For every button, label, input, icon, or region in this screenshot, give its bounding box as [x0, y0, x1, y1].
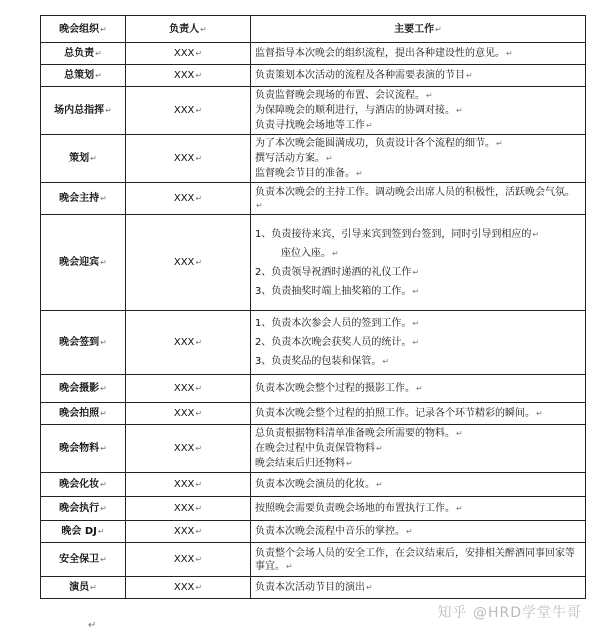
- table-row: [41, 543, 586, 577]
- header-duty: 主要工作↵: [251, 16, 586, 43]
- duty-line: 晚会结束后归还物料↵: [255, 458, 353, 469]
- duty-cell: [251, 543, 586, 577]
- duty-line: 负责策划本次活动的流程及各种需要表演的节目↵: [255, 70, 473, 81]
- duty-cell: [251, 521, 586, 543]
- duty-line: 为保障晚会的顺利进行，与酒店的协调对接。↵: [255, 105, 463, 116]
- duty-line: 负责本次晚会的主持工作。调动晚会出席人员的积极性，活跃晚会气氛。↵: [255, 186, 575, 210]
- duty-line: 撰写活动方案。↵: [255, 153, 333, 164]
- responsible-cell: XXX↵: [126, 65, 251, 87]
- table-row: [41, 497, 586, 521]
- role-cell: 策划↵: [41, 135, 126, 183]
- responsible-cell: XXX↵: [126, 183, 251, 215]
- table-row: [41, 473, 586, 497]
- duty-line: 负责监督晚会现场的布置、会议流程。↵: [255, 90, 433, 101]
- header-row: [41, 16, 586, 43]
- responsible-cell: XXX↵: [126, 375, 251, 403]
- duty-line: 1、负责本次参会人员的签到工作。↵: [255, 318, 420, 329]
- duty-cell: [251, 311, 586, 375]
- table-row: [41, 87, 586, 135]
- responsible-cell: XXX↵: [126, 521, 251, 543]
- duty-cell: [251, 87, 586, 135]
- responsible-cell: XXX↵: [126, 473, 251, 497]
- duty-line: 监督指导本次晚会的组织流程，提出各种建设性的意见。↵: [255, 48, 513, 59]
- duty-cell: [251, 183, 586, 215]
- duty-line: 负责本次晚会演员的化妆。↵: [255, 479, 383, 490]
- duty-line: 负责本次晚会流程中音乐的掌控。↵: [255, 526, 413, 537]
- role-cell: 演员↵: [41, 577, 126, 599]
- watermark: 知乎 @HRD学堂牛哥: [437, 605, 582, 621]
- responsible-cell: XXX↵: [126, 87, 251, 135]
- duty-line: 负责寻找晚会场地等工作↵: [255, 120, 373, 131]
- responsible-cell: XXX↵: [126, 403, 251, 425]
- role-cell: 总负责↵: [41, 43, 126, 65]
- table-row: [41, 43, 586, 65]
- responsible-cell: XXX↵: [126, 497, 251, 521]
- duty-cell: [251, 215, 586, 311]
- role-cell: 晚会执行↵: [41, 497, 126, 521]
- responsible-cell: XXX↵: [126, 425, 251, 473]
- duty-cell: [251, 65, 586, 87]
- role-cell: 场内总指挥↵: [41, 87, 126, 135]
- role-cell: 晚会化妆↵: [41, 473, 126, 497]
- responsible-cell: XXX↵: [126, 577, 251, 599]
- duty-line: 按照晚会需要负责晚会场地的布置执行工作。↵: [255, 503, 463, 514]
- table-row: [41, 375, 586, 403]
- duty-line: 座位入座。↵: [281, 247, 339, 259]
- duty-cell: [251, 425, 586, 473]
- duty-cell: [251, 375, 586, 403]
- duty-line: 负责本次晚会整个过程的摄影工作。↵: [255, 383, 423, 394]
- table-row: [41, 403, 586, 425]
- role-cell: 晚会主持↵: [41, 183, 126, 215]
- role-cell: 晚会摄影↵: [41, 375, 126, 403]
- duty-line: 1、负责接待来宾，引导来宾到签到台签到，同时引导到相应的↵: [255, 228, 540, 240]
- role-cell: 晚会 DJ↵: [41, 521, 126, 543]
- role-cell: 晚会物料↵: [41, 425, 126, 473]
- duty-cell: [251, 135, 586, 183]
- responsible-cell: XXX↵: [126, 43, 251, 65]
- table-row: [41, 183, 586, 215]
- duty-line: 在晚会过程中负责保管物料↵: [255, 443, 383, 454]
- duty-line: 负责本次活动节目的演出↵: [255, 582, 373, 593]
- role-cell: 总策划↵: [41, 65, 126, 87]
- duty-line: 监督晚会节目的准备。↵: [255, 168, 363, 179]
- role-cell: 安全保卫↵: [41, 543, 126, 577]
- table-row: [41, 135, 586, 183]
- responsible-cell: XXX↵: [126, 135, 251, 183]
- duty-line: 2、负责领导祝酒时递酒的礼仪工作↵: [255, 266, 420, 278]
- duty-line: 为了本次晚会能圆满成功，负责设计各个流程的细节。↵: [255, 138, 503, 149]
- role-cell: 晚会迎宾↵: [41, 215, 126, 311]
- table-row: [41, 311, 586, 375]
- duty-line: 总负责根据物料清单准备晚会所需要的物料。↵: [255, 428, 463, 439]
- table-row: [41, 215, 586, 311]
- task-table: [40, 15, 586, 599]
- duty-cell: [251, 43, 586, 65]
- header-resp: 负责人↵: [126, 16, 251, 43]
- responsible-cell: XXX↵: [126, 543, 251, 577]
- duty-line: 负责整个会场人员的安全工作，在会议结束后，安排相关醉酒同事回家等事宜。↵: [255, 547, 575, 572]
- duty-line: 3、负责奖品的包装和保管。↵: [255, 356, 390, 367]
- duty-line: 2、负责本次晚会获奖人员的统计。↵: [255, 337, 420, 348]
- table-row: [41, 65, 586, 87]
- header-role: 晚会组织↵: [41, 16, 126, 43]
- table-row: [41, 425, 586, 473]
- table-row: [41, 521, 586, 543]
- duty-cell: [251, 497, 586, 521]
- duty-cell: [251, 403, 586, 425]
- responsible-cell: XXX↵: [126, 311, 251, 375]
- duty-line: 3、负责抽奖时端上抽奖箱的工作。↵: [255, 285, 420, 297]
- responsible-cell: XXX↵: [126, 215, 251, 311]
- table-row: [41, 577, 586, 599]
- role-cell: 晚会签到↵: [41, 311, 126, 375]
- duty-line: 负责本次晚会整个过程的拍照工作。记录各个环节精彩的瞬间。↵: [255, 408, 543, 419]
- trailing-paragraph-mark: ↵: [88, 620, 97, 631]
- duty-cell: [251, 473, 586, 497]
- role-cell: 晚会拍照↵: [41, 403, 126, 425]
- duty-cell: [251, 577, 586, 599]
